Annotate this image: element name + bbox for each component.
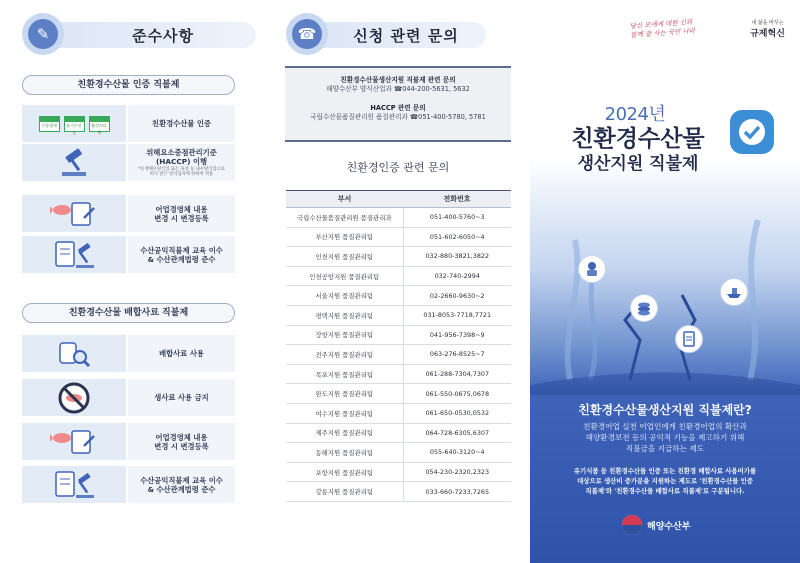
fisherman-icon — [578, 255, 606, 283]
feed-section-title: 친환경수산물 배합사료 직불제 — [22, 303, 235, 323]
cover-year: 2024년 — [604, 104, 666, 125]
contact-title-1: 친환경수산물생산지원 직불제 관련 문의 — [340, 76, 456, 84]
table-row — [286, 286, 511, 306]
dept-cell: 완도지원 품질관리팀 — [286, 384, 403, 404]
dept-cell: 인천지원 품질관리팀 — [286, 247, 403, 267]
taegeuk-icon — [622, 515, 642, 535]
phone-cell: 063-276-8525~7 — [403, 345, 511, 365]
cover-panel — [530, 0, 800, 563]
dept-cell: 포항지원 품질관리팀 — [286, 462, 403, 482]
ship-icon — [720, 278, 748, 306]
contacts-table-title: 친환경인증 관련 문의 — [346, 161, 450, 174]
fish-document-icon — [22, 423, 126, 460]
row-label: 어업경영체 내용 변경 시 변경등록 — [154, 204, 209, 223]
dept-cell: 전주지원 품질관리팀 — [286, 345, 403, 365]
dept-cell: 국립수산물품질관리원 품질관리과 — [286, 208, 403, 228]
inquiry-title: 신청 관련 문의 — [353, 27, 459, 45]
inquiry-header — [286, 13, 486, 51]
header-phone: 전화번호 — [403, 191, 511, 208]
slogan: 당신 모에에 대한 신뢰 함께 잘 사는 국민 나라 — [629, 17, 696, 40]
contact-number-1: 해양수산부 양식산업과 ☎044-200-5631, 5632 — [326, 85, 470, 93]
compliance-row — [22, 105, 235, 142]
phone-cell: 033-660-7233,7265 — [403, 482, 511, 502]
phone-cell: 055-640-3120~4 — [403, 443, 511, 463]
document-gavel-icon — [22, 466, 126, 503]
compliance-row — [22, 466, 235, 503]
dept-cell: 강릉지원 품질관리팀 — [286, 482, 403, 502]
phone-cell: 051-400-5760~3 — [403, 208, 511, 228]
checkmark-icon — [730, 110, 774, 154]
pen-icon: ✎ — [28, 19, 58, 49]
phone-cell: 061-288-7304,7307 — [403, 364, 511, 384]
table-row — [286, 482, 511, 502]
row-label: 수산공익직불제 교육 이수 & 수산관계법령 준수 — [140, 475, 223, 494]
coins-icon — [630, 294, 658, 322]
table-row — [286, 403, 511, 423]
table-row — [286, 227, 511, 247]
phone-cell: 061-650-0530,0532 — [403, 403, 511, 423]
table-row — [286, 266, 511, 286]
fish-document-icon — [22, 195, 126, 232]
dept-cell: 평택지원 품질관리팀 — [286, 305, 403, 325]
phone-cell: 02-2660-9630~2 — [403, 286, 511, 306]
phone-cell: 032-740-2994 — [403, 266, 511, 286]
table-row — [286, 443, 511, 463]
table-row — [286, 208, 511, 228]
contact-box — [285, 66, 511, 142]
dept-cell: 제주지원 품질관리팀 — [286, 423, 403, 443]
document-gavel-icon — [22, 236, 126, 273]
dept-cell: 장항지원 품질관리팀 — [286, 325, 403, 345]
dept-cell: 여수지원 품질관리팀 — [286, 403, 403, 423]
compliance-row — [22, 195, 235, 232]
table-row — [286, 305, 511, 325]
phone-cell: 031-8053-7718,7721 — [403, 305, 511, 325]
table-row — [286, 247, 511, 267]
row-label: 생사료 사용 금지 — [154, 393, 209, 402]
cover-title-line2: 생산지원 직불제 — [577, 154, 699, 174]
compliance-row — [22, 335, 235, 372]
compliance-row — [22, 379, 235, 416]
phone-cell: 061-550-0675,0678 — [403, 384, 511, 404]
what-is-detail: 유기식품 등 친환경수산물 인증 또는 친환경 배합사료 사용어가를 대상으로 생산비 증가분을 지원하는 제도로 '친환경수산물 인증 직불제'와 '친환경수산물 배합사료 직불제'로 구분됩니다. — [573, 467, 757, 495]
phone-cell: 051-602-6050~4 — [403, 227, 511, 247]
cover-title-line1: 친환경수산물 — [571, 126, 705, 152]
compliance-row — [22, 236, 235, 273]
reform-logo: 내 삶을 바꾸는 규제혁신 — [750, 20, 785, 39]
table-row — [286, 462, 511, 482]
dept-cell: 부산지원 품질관리팀 — [286, 227, 403, 247]
cert-badge: 무항생제 — [39, 116, 60, 132]
row-label: 어업경영체 내용 변경 시 변경등록 — [154, 432, 209, 451]
dept-cell: 목포지원 품질관리팀 — [286, 364, 403, 384]
table-row — [286, 423, 511, 443]
row-label: 수산공익직불제 교육 이수 & 수산관계법령 준수 — [140, 245, 223, 264]
row-note: *유생해수양식업 또는 육상 등 내수양식업으로 허가 받은 양식업자에 한하여 적용 — [138, 166, 225, 177]
dept-cell: 서울지원 품질관리팀 — [286, 286, 403, 306]
cert-badge: 활성처리제 — [89, 116, 110, 132]
cert-badge: 유기수산물 — [64, 116, 85, 132]
row-label: 친환경수산물 인증 — [152, 119, 211, 128]
phone-cell: 054-230-2320,2323 — [403, 462, 511, 482]
table-row — [286, 364, 511, 384]
header-dept: 부서 — [286, 191, 403, 208]
compliance-title: 준수사항 — [132, 27, 194, 45]
compliance-row — [22, 423, 235, 460]
what-is-description: 친환경어업 실천 어업인에게 친환경어업의 확산과 해양환경보전 등의 공익적 기능을 제고하기 위해 직불금을 지급하는 제도 — [583, 422, 747, 453]
contacts-table — [286, 190, 511, 502]
ministry-name: 해양수산부 — [647, 521, 691, 532]
cert-badges-icon — [22, 105, 126, 142]
ministry-logo — [622, 515, 690, 535]
cert-section-title: 친환경수산물 인증 직불제 — [22, 75, 235, 95]
phone-icon: ☎ — [292, 19, 322, 49]
dept-cell: 인천공항지원 품질관리팀 — [286, 266, 403, 286]
dept-cell: 동해지원 품질관리팀 — [286, 443, 403, 463]
compliance-panel — [0, 0, 260, 563]
feed-magnifier-icon — [22, 335, 126, 372]
inquiry-panel — [263, 0, 528, 563]
gavel-icon — [22, 144, 126, 181]
phone-cell: 032-880-3821,3822 — [403, 247, 511, 267]
document-icon — [675, 325, 703, 353]
compliance-header — [22, 13, 256, 51]
compliance-row — [22, 144, 235, 181]
contact-title-2: HACCP 관련 문의 — [370, 104, 426, 112]
table-row — [286, 325, 511, 345]
table-row — [286, 384, 511, 404]
table-row — [286, 345, 511, 365]
no-raw-feed-icon — [22, 379, 126, 416]
contact-number-2: 국립수산물품질관리원 품질관리과 ☎051-400-5780, 5781 — [310, 113, 486, 121]
phone-cell: 041-956-7398~9 — [403, 325, 511, 345]
what-is-title: 친환경수산물생산지원 직불제란? — [578, 403, 752, 417]
row-label: 위해요소중점관리기준 (HACCP) 이행 — [146, 147, 217, 166]
row-label: 배합사료 사용 — [159, 349, 204, 358]
phone-cell: 064-728-6305,6307 — [403, 423, 511, 443]
